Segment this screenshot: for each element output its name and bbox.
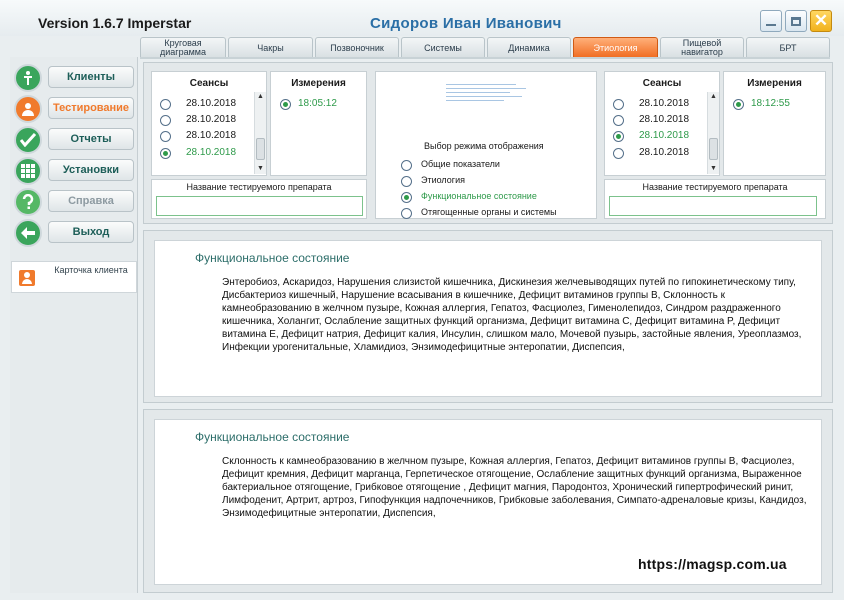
close-icon: ✕: [813, 11, 829, 30]
right-session-row[interactable]: [613, 114, 713, 128]
session-date: 28.10.2018: [639, 147, 690, 158]
right-measurement-row[interactable]: [733, 98, 833, 112]
client-card[interactable]: [11, 261, 137, 293]
exit-button[interactable]: Выход: [48, 221, 134, 243]
mode-radio[interactable]: [401, 192, 412, 203]
result-text: Склонность к камнеобразованию в желчном пузыре, Кожная аллергия, Гепатоз, Дефицит витаминов группы B, Фасциолез, Дефицит кремния, Дефицит марганца, Герпетическое отягощение, Ослабление защитных функций организма, Выраженное бактериальное отягощение, Грибковое отягощение , Дефицит магния, Пародонтоз, Хронический гипертрофический ринит, Лимфоденит, Артрит, артроз, Гипофункция надпочечников, Грибковые заболевания, Симпато-адреналовые кризы, Кандидоз, Энзимодефицитные энтеропатии, Диспепсия,: [222, 456, 807, 519]
clients-button[interactable]: Клиенты: [48, 66, 134, 88]
scroll-down-icon[interactable]: ▼: [257, 165, 264, 172]
sidebar-item-settings[interactable]: [14, 158, 138, 184]
result-title: Функциональное состояние: [195, 430, 350, 444]
mode-option-label: Этиология: [421, 175, 465, 185]
right-session-row[interactable]: [613, 98, 713, 112]
mode-preview-thumbnail: [446, 84, 526, 104]
mode-selector-title: Выбор режима отображения: [424, 141, 544, 151]
left-sessions-box: [151, 71, 267, 176]
sidebar-item-help[interactable]: [14, 189, 138, 215]
session-radio[interactable]: [613, 99, 624, 110]
right-session-row[interactable]: [613, 147, 713, 161]
tab-food-navigator[interactable]: Пищевой навигатор: [660, 37, 744, 58]
result-text: Энтеробиоз, Аскаридоз, Нарушения слизистой кишечника, Дискинезия желчевыводящих путей по гипокинетическому типу, Дисбактериоз кишечный, Нарушение всасывания в кишечнике, Дефицит витаминов группы B, Склонность к камнеобразованию в желчном пузыре, Кожная аллергия, Гепатоз, Фасциолез, Гименолепидоз, Синдром раздраженного кишечника, Холангит, Ослабление защитных функций организма, Дефицит витамина C, Дефицит витамина P, Дефицит витамина E, Дефицит натрия, Дефицит калия, Инсулин, слишком мало, Мочевой пузырь, застойные явления, Уреоплазмоз, Инфекции урогенитальные, Хламидиоз, Энзимодефицитные энтеропатии, Диспепсия,: [222, 277, 802, 353]
session-radio[interactable]: [160, 99, 171, 110]
close-button[interactable]: [810, 10, 832, 32]
left-session-row[interactable]: [160, 147, 260, 161]
measurement-time: 18:05:12: [298, 98, 337, 109]
testing-button[interactable]: Тестирование: [48, 97, 134, 119]
minimize-icon: [766, 24, 776, 26]
session-date: 28.10.2018: [639, 130, 690, 141]
left-measurement-row[interactable]: [280, 98, 380, 112]
left-drug-box: [151, 179, 367, 219]
left-session-row[interactable]: [160, 114, 260, 128]
app-version: Version 1.6.7 Imperstar: [38, 15, 192, 31]
measurement-radio[interactable]: [280, 99, 291, 110]
tab-etiology[interactable]: Этиология: [573, 37, 658, 58]
mode-option-label: Общие показатели: [421, 159, 500, 169]
tab-circular-diagram[interactable]: Круговая диаграмма: [140, 37, 226, 58]
maximize-button[interactable]: [785, 10, 807, 32]
patient-name: Сидоров Иван Иванович: [370, 15, 562, 32]
right-sessions-header: Сеансы: [642, 78, 682, 89]
result-content: [154, 240, 822, 397]
user-test-icon: [14, 95, 42, 123]
left-measurements-header: Измерения: [291, 78, 346, 89]
right-drug-input[interactable]: [609, 196, 817, 216]
right-sessions-box: [604, 71, 720, 176]
session-radio[interactable]: [160, 148, 171, 159]
session-date: 28.10.2018: [186, 147, 237, 158]
session-radio[interactable]: [613, 115, 624, 126]
client-card-icon: [19, 270, 35, 286]
measurement-time: 18:12:55: [751, 98, 790, 109]
scroll-thumb[interactable]: [709, 138, 718, 160]
session-date: 28.10.2018: [186, 98, 237, 109]
scroll-up-icon[interactable]: ▲: [710, 93, 717, 100]
session-radio[interactable]: [613, 131, 624, 142]
session-radio[interactable]: [160, 131, 171, 142]
checkmark-icon: [14, 126, 42, 154]
sidebar-item-clients[interactable]: [14, 65, 138, 91]
help-button[interactable]: Справка: [48, 190, 134, 212]
scroll-down-icon[interactable]: ▼: [710, 165, 717, 172]
person-icon: [14, 64, 42, 92]
left-sessions-header: Сеансы: [189, 78, 229, 89]
mode-radio[interactable]: [401, 208, 412, 219]
maximize-icon: [791, 17, 801, 26]
client-card-label: Карточка клиента: [54, 265, 128, 275]
session-date: 28.10.2018: [186, 130, 237, 141]
session-date: 28.10.2018: [639, 114, 690, 125]
session-date: 28.10.2018: [639, 98, 690, 109]
result-panel-left-session: [143, 230, 833, 403]
mode-option-label: Функциональное состояние: [421, 191, 537, 201]
tab-dynamics[interactable]: Динамика: [487, 37, 571, 58]
mode-selector-box: [375, 71, 597, 219]
right-measurements-box: [723, 71, 826, 176]
reports-button[interactable]: Отчеты: [48, 128, 134, 150]
right-drug-label: Название тестируемого препарата: [642, 182, 788, 192]
grid-icon: [14, 157, 42, 185]
minimize-button[interactable]: [760, 10, 782, 32]
scroll-thumb[interactable]: [256, 138, 265, 160]
right-drug-box: [604, 179, 826, 219]
exit-arrow-icon: [14, 219, 42, 247]
tab-spine[interactable]: Позвоночник: [315, 37, 399, 58]
tab-systems[interactable]: Системы: [401, 37, 485, 58]
result-title: Функциональное состояние: [195, 251, 350, 265]
sidebar-item-testing[interactable]: [14, 96, 138, 122]
title-bar: [0, 0, 844, 36]
left-session-row[interactable]: [160, 98, 260, 112]
question-icon: [14, 188, 42, 216]
mode-option-label: Отягощенные органы и системы: [421, 207, 557, 217]
right-sessions-scrollbar[interactable]: [707, 92, 719, 174]
sidebar-item-exit[interactable]: [14, 220, 138, 246]
right-measurements-header: Измерения: [747, 78, 802, 89]
watermark-url: https://magsp.com.ua: [638, 556, 787, 572]
mode-radio[interactable]: [401, 160, 412, 171]
left-measurements-box: [270, 71, 367, 176]
session-panel: [143, 62, 833, 224]
session-radio[interactable]: [613, 148, 624, 159]
settings-button[interactable]: Установки: [48, 159, 134, 181]
left-session-row[interactable]: [160, 130, 260, 144]
tab-divider: [140, 57, 830, 59]
left-drug-input[interactable]: [156, 196, 363, 216]
session-radio[interactable]: [160, 115, 171, 126]
sidebar: [10, 57, 138, 593]
measurement-radio[interactable]: [733, 99, 744, 110]
left-sessions-scrollbar[interactable]: [254, 92, 266, 174]
session-date: 28.10.2018: [186, 114, 237, 125]
sidebar-item-reports[interactable]: [14, 127, 138, 153]
scroll-up-icon[interactable]: ▲: [257, 93, 264, 100]
tab-brt[interactable]: БРТ: [746, 37, 830, 58]
tab-chakras[interactable]: Чакры: [228, 37, 313, 58]
left-drug-label: Название тестируемого препарата: [186, 182, 332, 192]
mode-radio[interactable]: [401, 176, 412, 187]
right-session-row[interactable]: [613, 130, 713, 144]
